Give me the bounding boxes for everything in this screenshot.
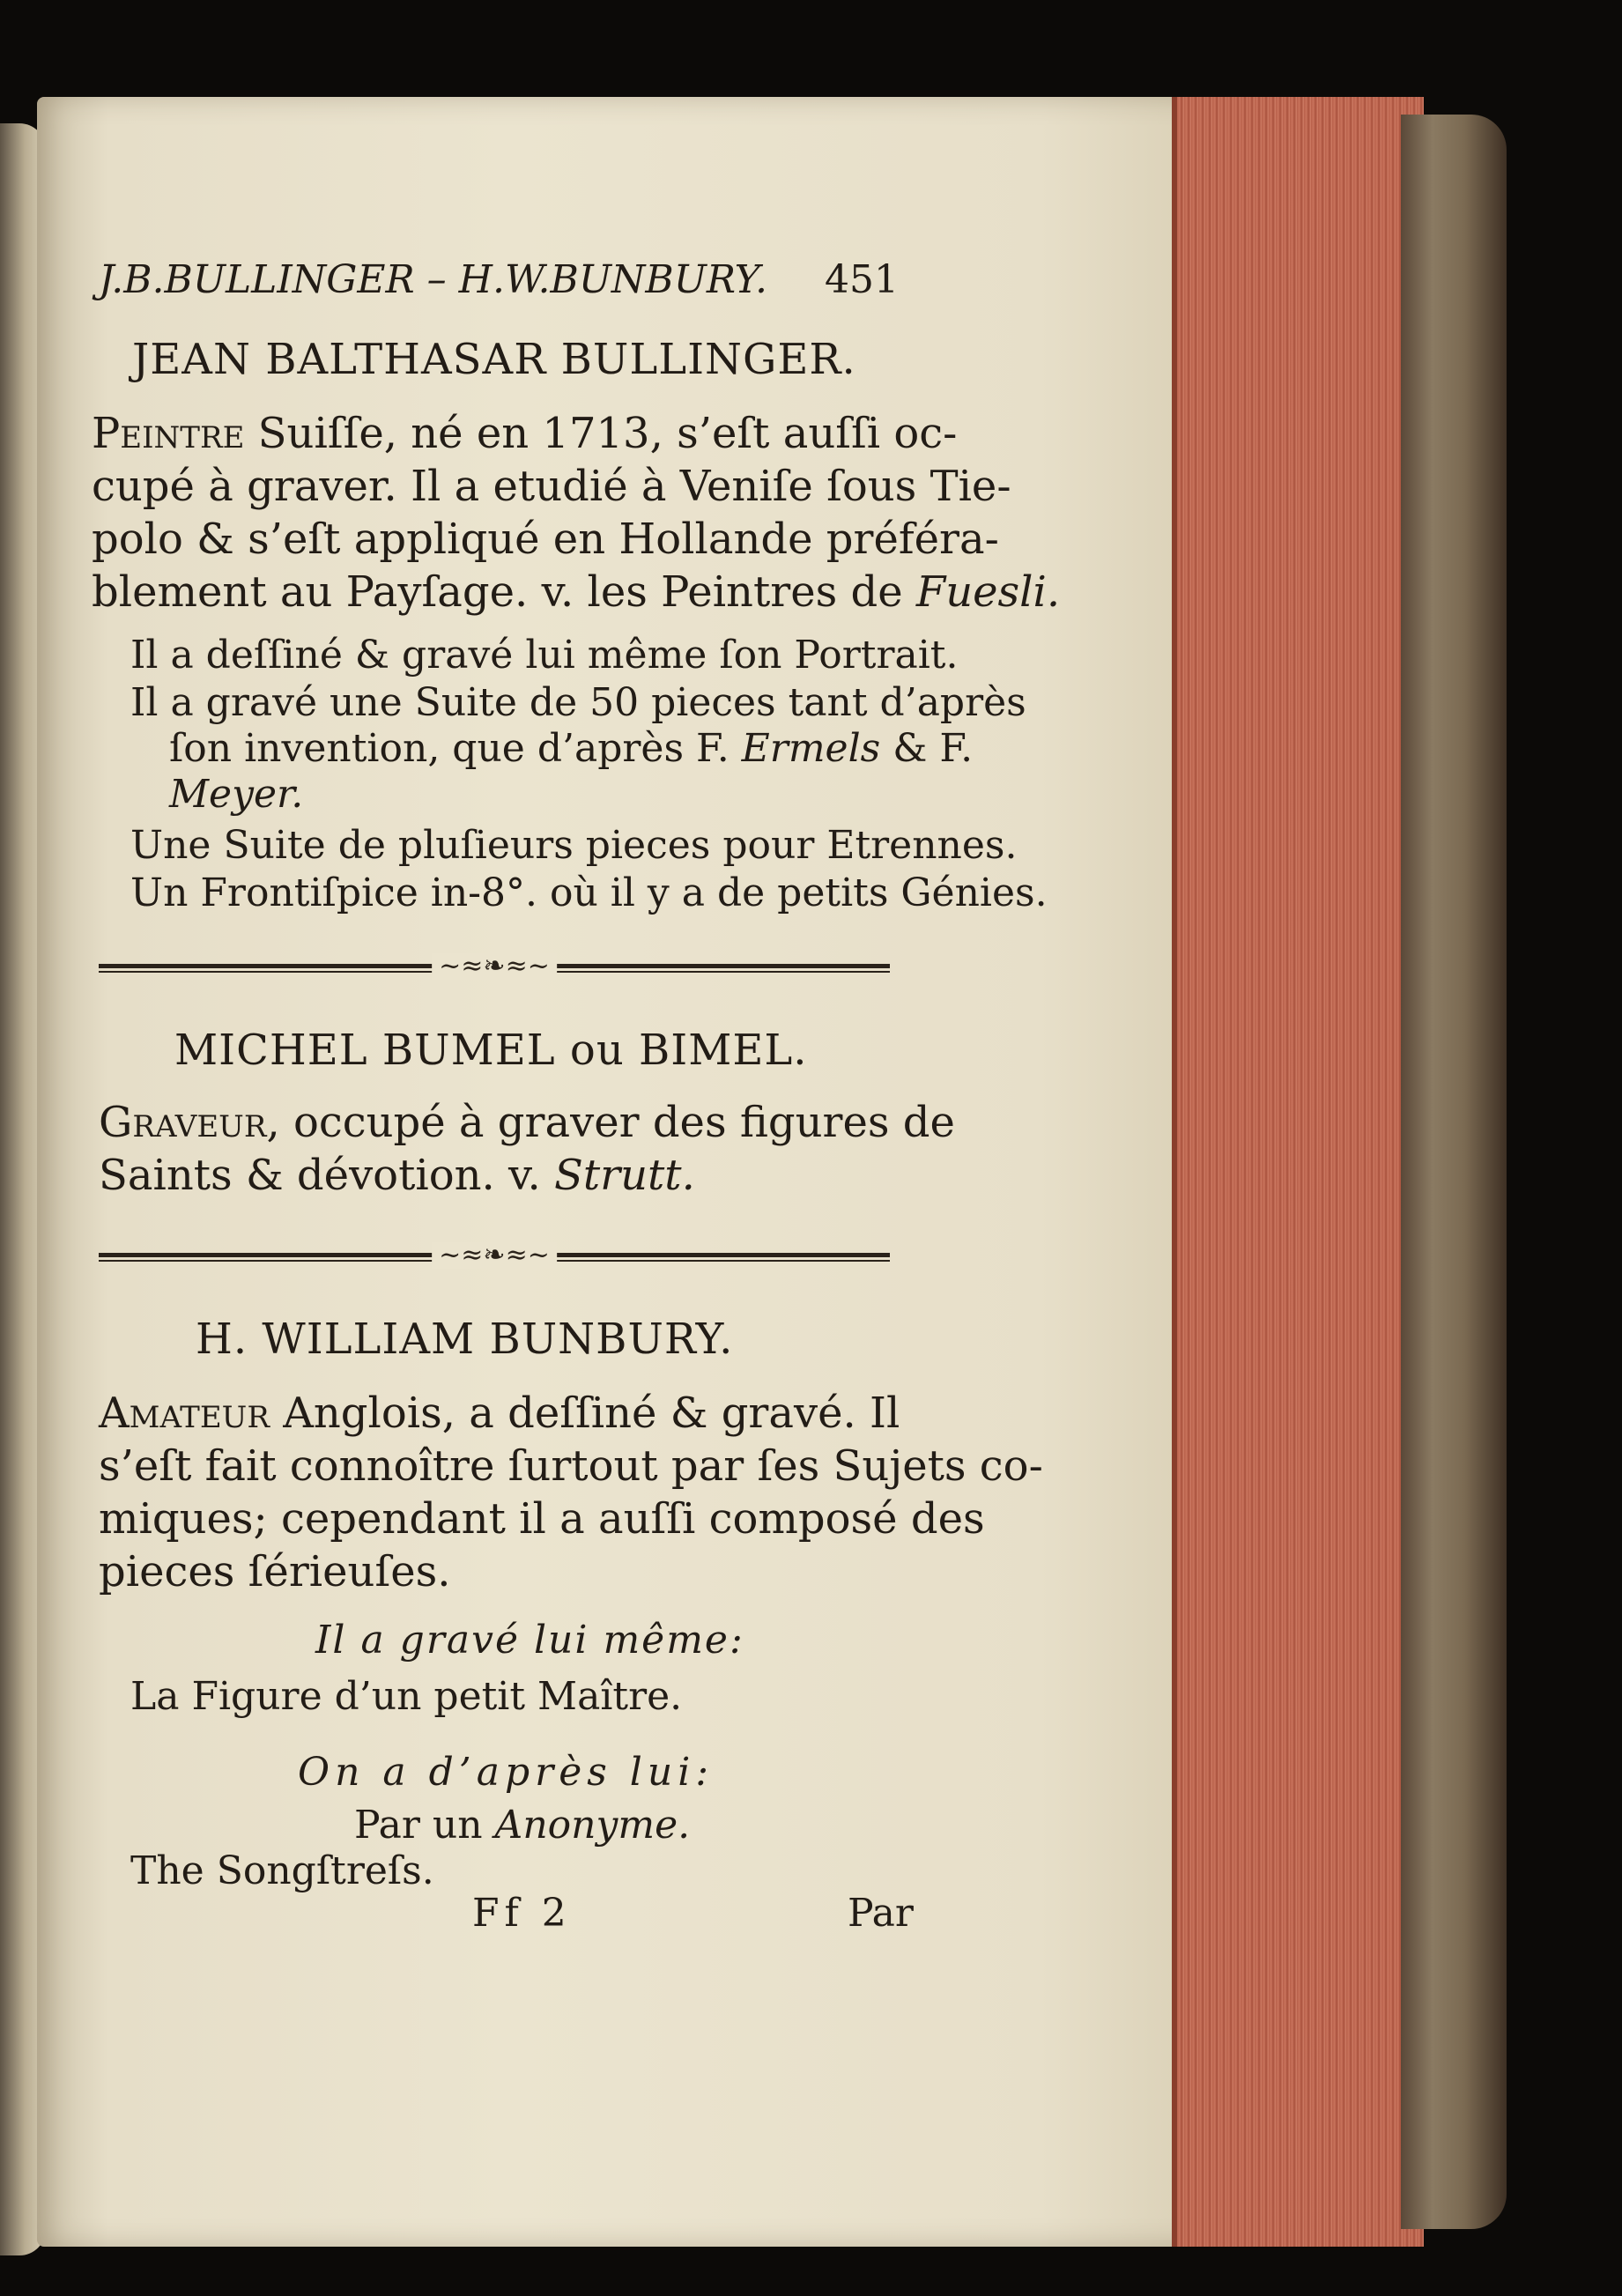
sub-heading: On a d’après lui: [298, 1750, 715, 1795]
work-line: Un Frontiſpice in-8°. où il y a de petits Génies. [130, 870, 1048, 915]
entry-body-line: Saints & dévotion. v. Strutt. [99, 1151, 695, 1200]
page-number: 451 [825, 257, 899, 302]
signature-mark: Ff 2 [472, 1891, 572, 1936]
entry-body-line: cupé à graver. Il a etudié à Veniſe ſous Tie- [92, 462, 1011, 511]
entry-body-line: Amateur Anglois, a deſſiné & gravé. Il [99, 1389, 900, 1438]
entry-body-line: pieces ſérieuſes. [99, 1547, 451, 1596]
running-title: J.B.BULLINGER – H.W.BUNBURY. [99, 257, 767, 302]
lead-word: Peintre [92, 409, 245, 458]
work-line: La Figure d’un petit Maître. [130, 1674, 683, 1719]
flourish-icon: ~≈❧≈~ [432, 1242, 557, 1269]
entry-body-line: Graveur, occupé à graver des figures de [99, 1098, 955, 1147]
entry-body-line: polo & s’eſt appliqué en Hollande préféra- [92, 515, 999, 564]
page-fore-edge [1172, 97, 1424, 2247]
entry-body-line: Peintre Suiſſe, né en 1713, s’eſt auſſi oc- [92, 409, 958, 458]
work-line: Meyer. [169, 772, 304, 817]
lead-word: Amateur [99, 1389, 270, 1438]
work-line: Il a gravé une Suite de 50 pieces tant d’après [130, 680, 1026, 725]
sub-heading: Il a gravé lui même: [315, 1618, 744, 1663]
entry-title-bumel: MICHEL BUMEL ou BIMEL. [174, 1026, 808, 1075]
entry-body-line: miques; cependant il a auſſi composé des [99, 1494, 985, 1544]
lead-word: Graveur [99, 1098, 267, 1147]
work-line: Il a deſſiné & gravé lui même ſon Portrait. [130, 633, 959, 678]
flourish-icon: ~≈❧≈~ [432, 953, 557, 980]
ornamental-divider [99, 953, 890, 980]
work-line: The Songſtreſs. [130, 1848, 434, 1893]
entry-title-bunbury: H. WILLIAM BUNBURY. [196, 1315, 734, 1364]
entry-title-bullinger: JEAN BALTHASAR BULLINGER. [132, 335, 856, 384]
work-line: Une Suite de pluſieurs pieces pour Etrennes. [130, 823, 1018, 868]
catchword: Par [848, 1891, 914, 1936]
book-cover [1401, 115, 1507, 2229]
by-line: Par un Anonyme. [354, 1803, 691, 1848]
work-line: ſon invention, que d’après F. Ermels & F. [169, 726, 974, 771]
entry-body-line: s’eſt fait connoître ſurtout par ſes Sujets co- [99, 1441, 1043, 1491]
ornamental-divider [99, 1242, 890, 1269]
entry-body-line: blement au Payſage. v. les Peintres de Fuesli. [92, 567, 1061, 617]
